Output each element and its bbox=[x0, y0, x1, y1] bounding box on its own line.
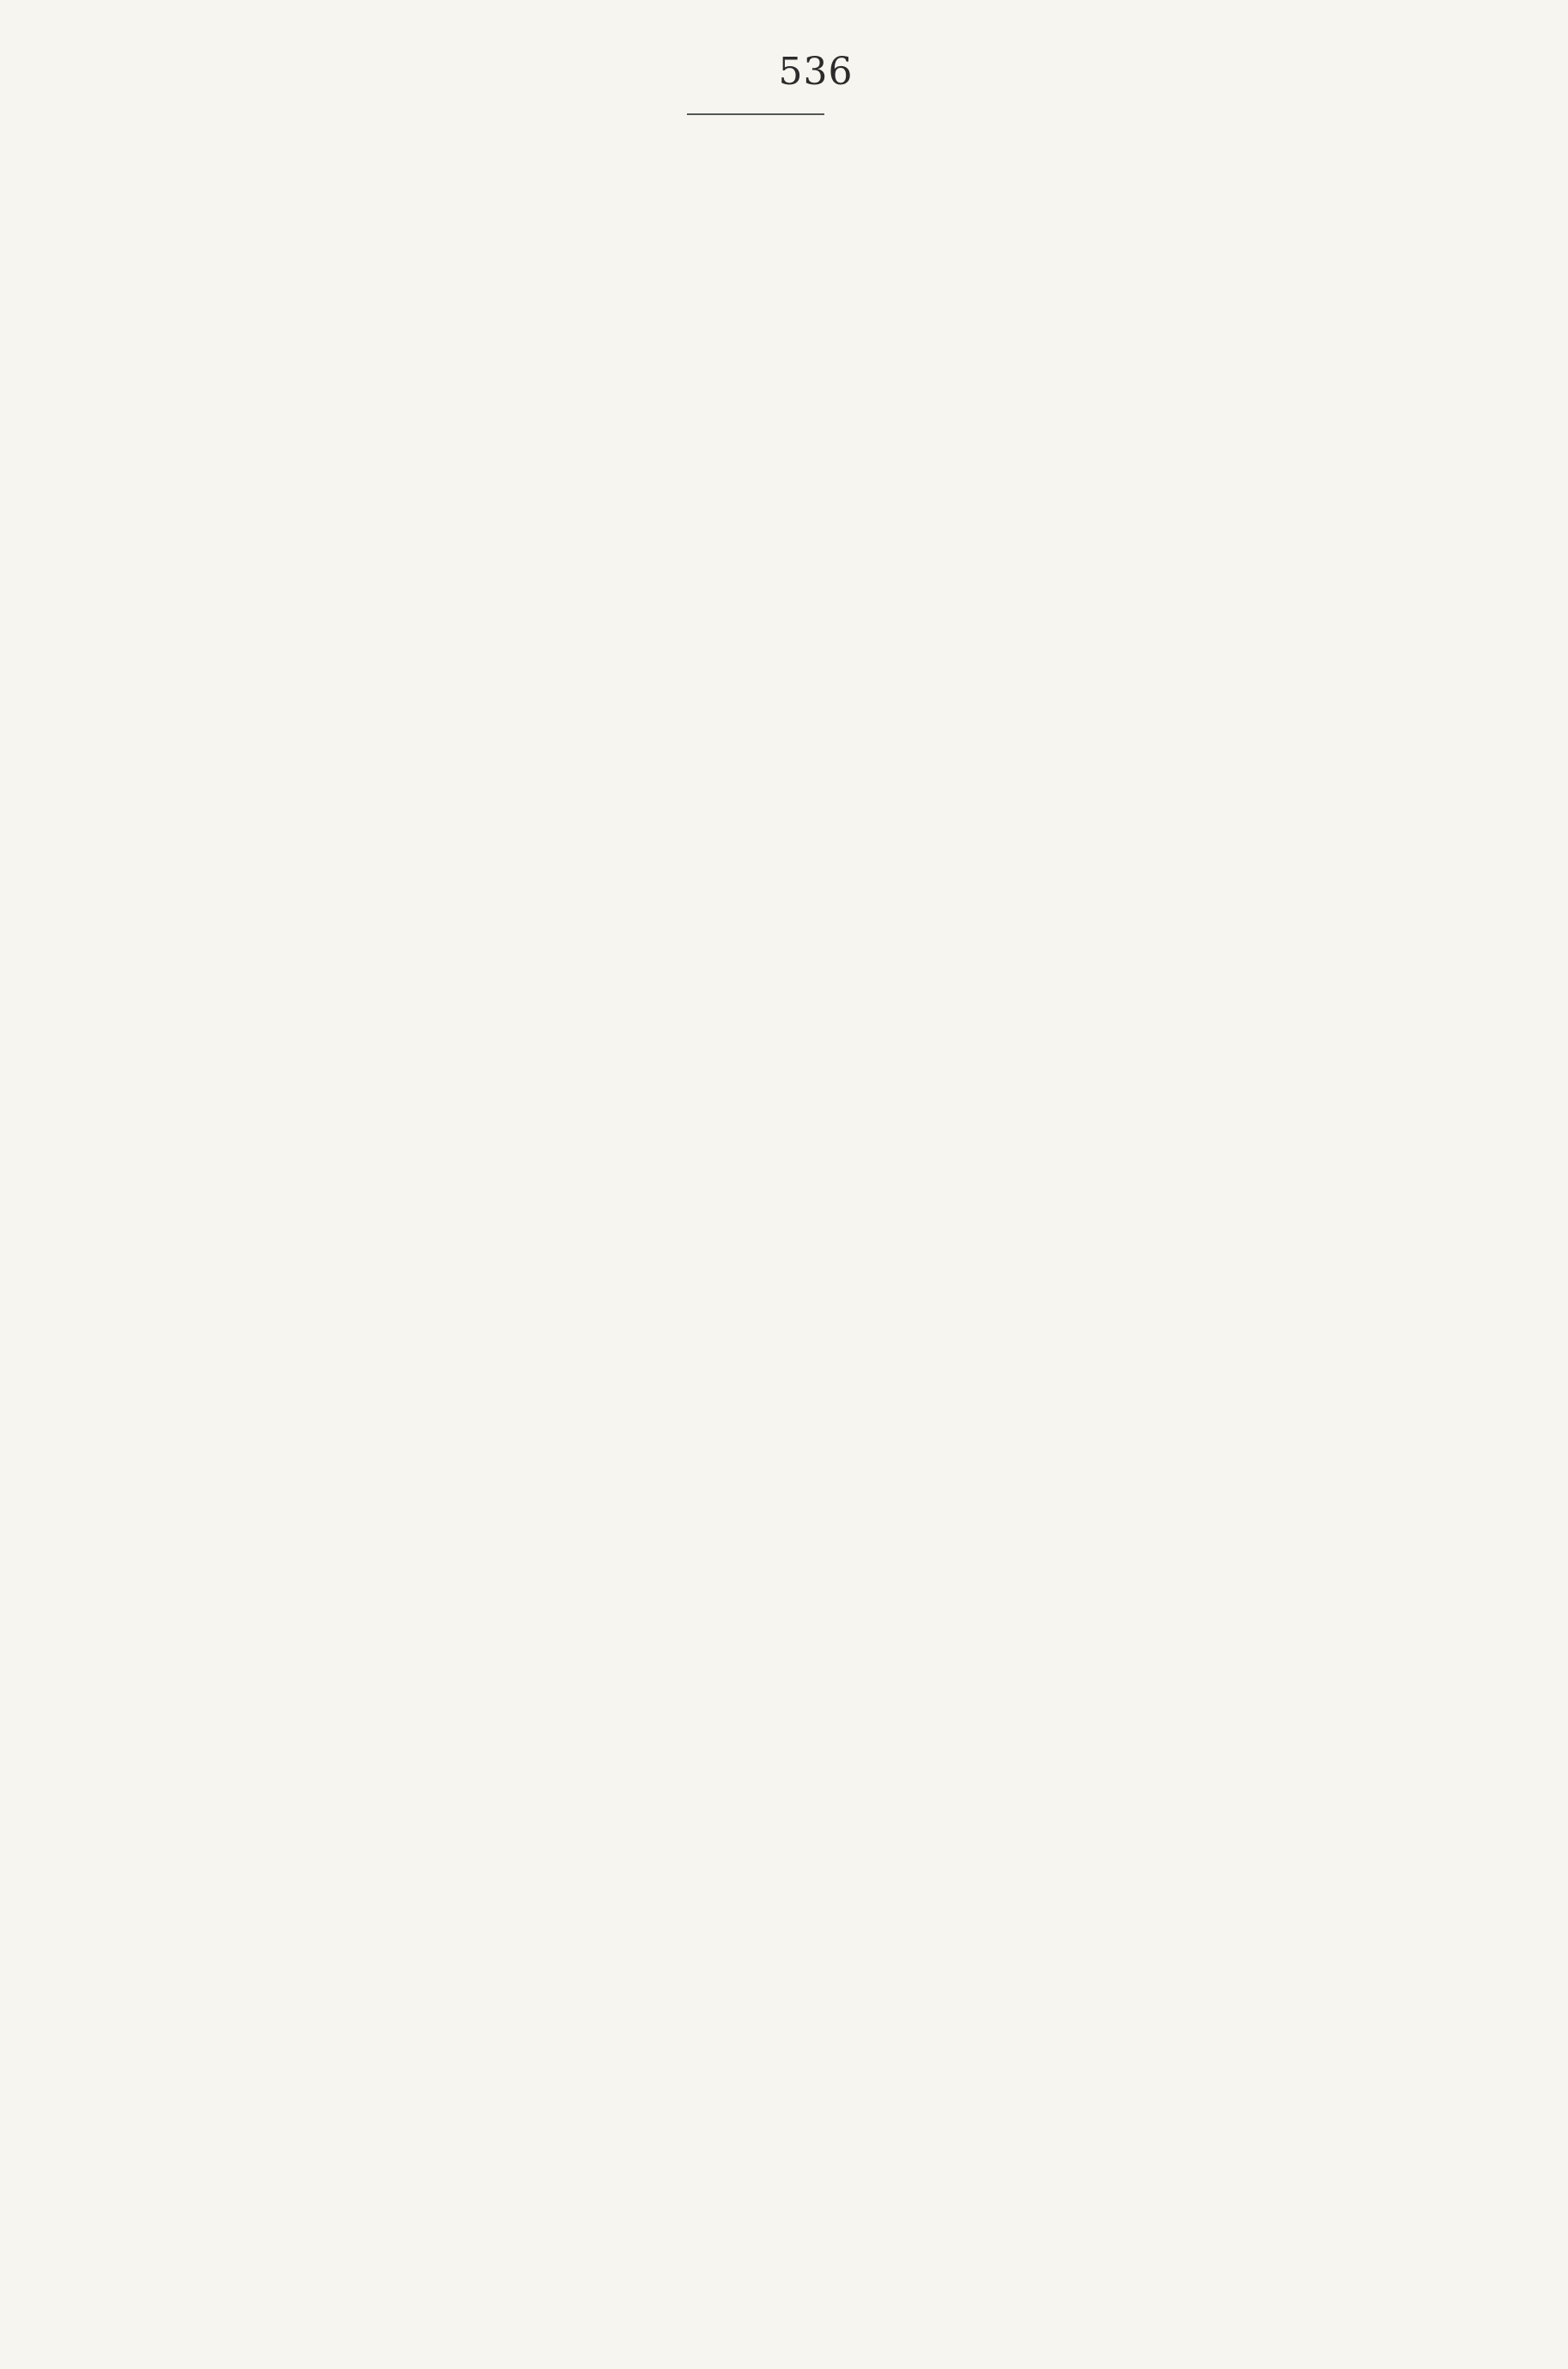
page-number: 536 bbox=[778, 50, 854, 94]
page-number-rule bbox=[687, 113, 824, 115]
